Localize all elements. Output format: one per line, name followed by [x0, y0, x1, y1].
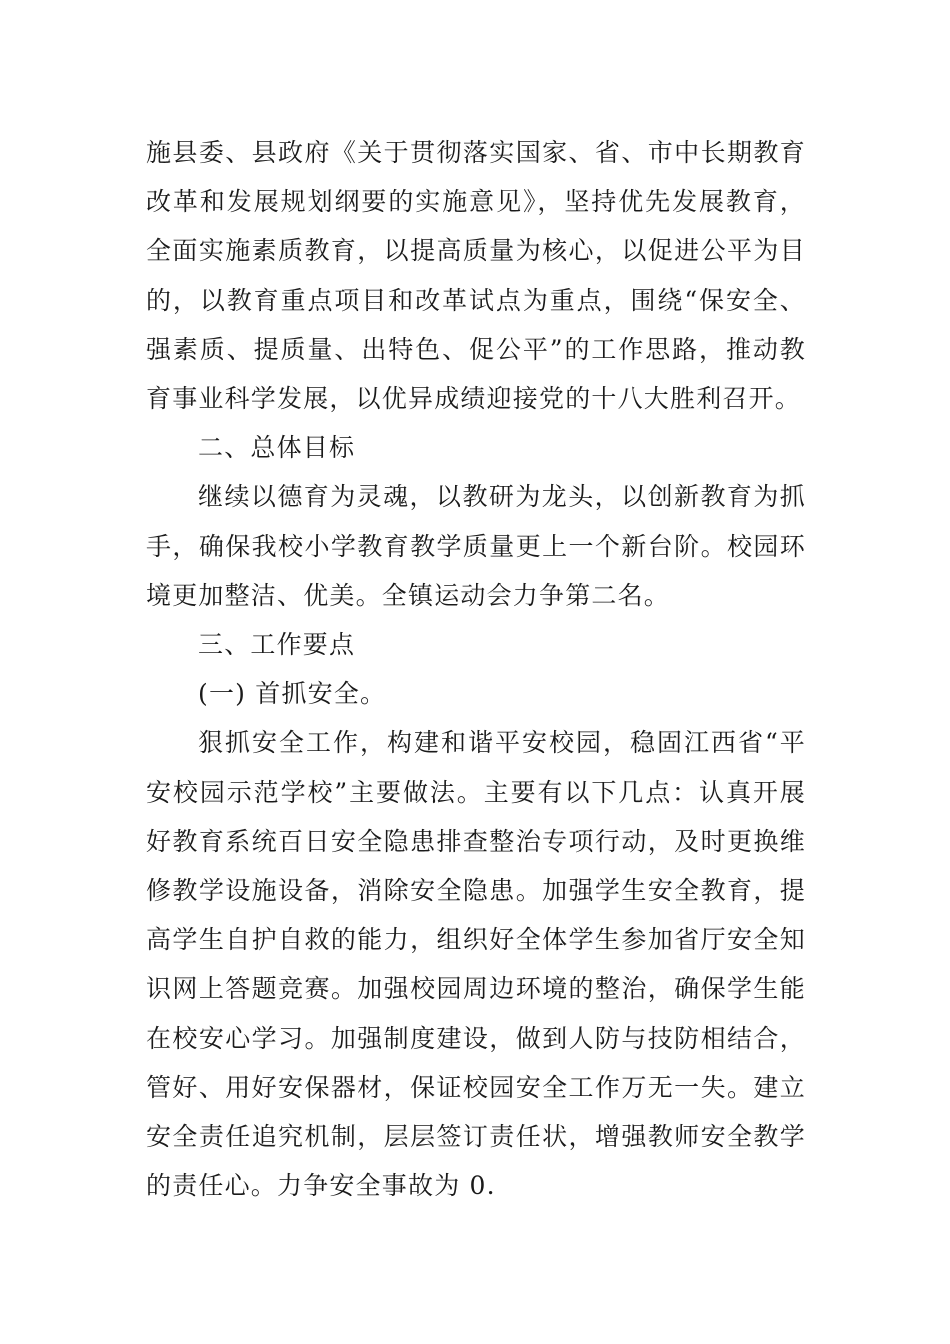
section-2-heading: 二、总体目标 [198, 433, 356, 463]
document-page [146, 128, 806, 1210]
intro-continuation-paragraph: 施县委、县政府《关于贯彻落实国家、省、市中长期教育改革和发展规划纲要的实施意见》，坚持优先发展教育，全面实施素质教育，以提高质量为核心，以促进公平为目的，以教育重点项目和改革试点为重点，围绕“保安全、强素质、提质量、出特色、促公平”的工作思路，推动教育事业科学发展，以优异成绩迎接党的十八大胜利召开。 [146, 138, 806, 414]
subsection-1-heading: (一) 首抓安全。 [198, 679, 387, 709]
section-2-body-paragraph: 继续以德育为灵魂，以教研为龙头，以创新教育为抓手，确保我校小学教育教学质量更上一个新台阶。校园环境更加整洁、优美。全镇运动会力争第二名。 [146, 482, 806, 610]
subsection-1-body-paragraph: 狠抓安全工作，构建和谐平安校园，稳固江西省“平安校园示范学校”主要做法。主要有以下几点：认真开展好教育系统百日安全隐患排查整治专项行动，及时更换维修教学设施设备，消除安全隐患。加强学生安全教育，提高学生自护自救的能力，组织好全体学生参加省厅安全知识网上答题竞赛。加强校园周边环境的整治，确保学生能在校安心学习。加强制度建设，做到人防与技防相结合，管好、用好安保器材，保证校园安全工作万无一失。建立安全责任追究机制，层层签订责任状，增强教师安全教学的责任心。力争安全事故为 0. [146, 728, 806, 1201]
section-3-heading: 三、工作要点 [198, 630, 356, 660]
